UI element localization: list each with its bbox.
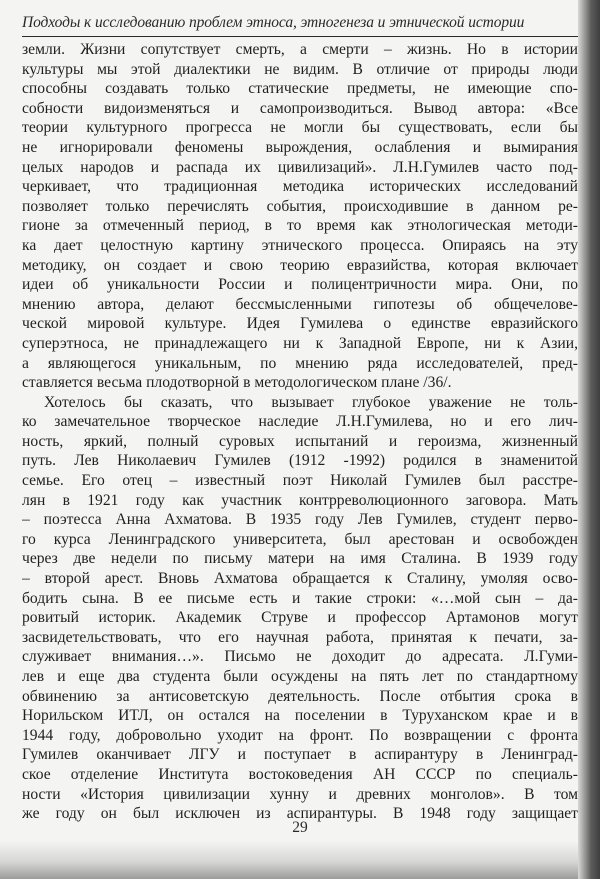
text-line: ности «История цивилизации хунну и древних монголов». В том (22, 785, 578, 803)
text-line: обвинению за антисоветскую деятельность. После отбытия срока в (22, 687, 578, 705)
text-line: – второй арест. Вновь Ахматова обращается к Сталину, умоляя осво- (22, 570, 578, 588)
text-line: лев и еще два студента были осуждены на пять лет по стандартному (22, 668, 578, 685)
text-line: бодить сына. В ее письме есть и такие строки: «…мой сын – да- (22, 589, 578, 607)
text-line: способны создавать только статические предметы, не имеющие спо- (22, 80, 578, 98)
text-line: семье. Его отец – известный поэт Николай Гумилев был расстре- (22, 472, 578, 490)
text-line: служивает внимания…». Письмо не доходит до адресата. Л.Гуми- (22, 648, 578, 666)
text-line: – поэтесса Анна Ахматова. В 1935 году Лев Гумилев, студент перво- (22, 511, 578, 529)
text-line: земли. Жизни сопутствует смерть, а смерти – жизнь. Но в истории (22, 41, 578, 58)
text-line: ка дает целостную картину этнического процесса. Опираясь на эту (22, 236, 578, 254)
text-line: черкивает, что традиционная методика исторических исследований (22, 178, 578, 196)
text-line: Хотелось бы сказать, что вызывает глубокое уважение не толь- (44, 393, 578, 411)
text-line: лян в 1921 году как участник контрреволюционного заговора. Мать (22, 491, 578, 509)
header-rule (22, 36, 578, 37)
text-line: собности видоизменяться и самопроизводиться. Вывод автора: «Все (22, 99, 578, 117)
text-line: засвидетельствовать, что его научная работа, принятая к печати, за- (22, 628, 578, 646)
text-line: не игнорировали феномены вырождения, ослабления и вымирания (22, 138, 578, 156)
text-line: позволяет только перечислять события, происходившие в данном ре- (22, 197, 578, 215)
text-line: ность, яркий, полный суровых испытаний и героизма, жизненный (22, 432, 578, 450)
text-line: 1944 году, добровольно уходит на фронт. По возвращении с фронта (22, 726, 578, 744)
text-line: путь. Лев Николаевич Гумилев (1912 -1992) родился в знаменитой (22, 452, 578, 470)
text-line: культуры мы этой диалектики не видим. В отличие от природы люди (22, 60, 578, 78)
text-line: мнению автора, делают бессмысленными гипотезы об общечелове- (22, 295, 578, 313)
text-line: Гумилев оканчивает ЛГУ и поступает в аспирантуру в Ленинград- (22, 746, 578, 764)
text-line: го курса Ленинградского университета, был арестован и освобожден (22, 530, 578, 548)
text-line: через две недели по письму матери на имя Сталина. В 1939 году (22, 550, 578, 568)
body-text (22, 40, 578, 824)
running-header: Подходы к исследованию проблем этноса, этногенеза и этнической истории (22, 14, 525, 31)
text-line: ровитый историк. Академик Струве и профессор Артамонов могут (22, 609, 578, 627)
text-line: идеи об уникальности России и полицентричности мира. Они, по (22, 276, 578, 294)
text-line: ское отделение Института востоковедения АН СССР по специаль- (22, 765, 578, 783)
text-line: суперэтноса, не принадлежащего ни к Западной Европе, ни к Азии, (22, 334, 578, 352)
scan-shadow-bottom (0, 841, 600, 879)
text-line: Норильском ИТЛ, он остался на поселении в Туруханском крае и в (22, 707, 578, 725)
paragraph-2 (22, 393, 578, 824)
page-number: 29 (292, 819, 308, 836)
text-line: целых народов и распада их цивилизаций». Л.Н.Гумилев часто под- (22, 158, 578, 176)
text-line: гионе за отмеченный период, в то время как этнологическая методи- (22, 217, 578, 235)
text-line: теории культурного прогресса не могли бы существовать, если бы (22, 119, 578, 137)
text-line: же году он был исключен из аспирантуры. В 1948 году защищает (22, 805, 578, 823)
text-line: ко замечательное творческое наследие Л.Н.Гумилева, но и его лич- (22, 413, 578, 431)
paragraph-1 (22, 40, 578, 393)
text-line: а являющегося уникальным, по мнению ряда исследователей, пред- (22, 354, 578, 372)
scan-shadow-right (578, 0, 600, 879)
text-line: методику, он создает и свою теорию евразийства, которая включает (22, 256, 578, 274)
text-line: ческой мировой культуре. Идея Гумилева о единстве евразийского (22, 315, 578, 333)
text-line: ставляется весьма плодотворной в методологическом плане /36/. (22, 374, 452, 392)
